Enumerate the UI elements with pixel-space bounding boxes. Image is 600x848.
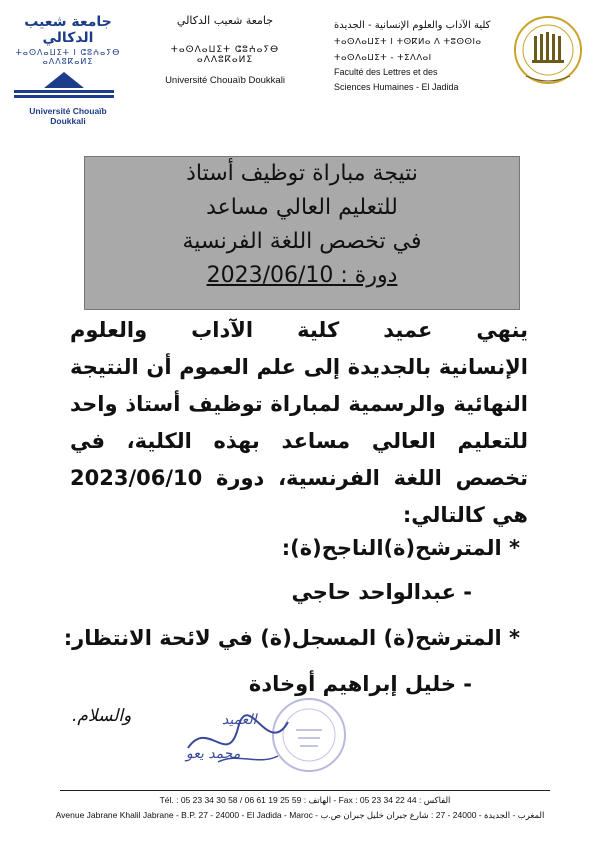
footer-divider <box>60 790 550 791</box>
title-line-2: للتعليم العالي مساعد <box>206 195 398 220</box>
announcement-paragraph <box>70 312 528 534</box>
closing-greeting: والسلام. <box>72 706 132 726</box>
title-session-date: دورة : 2023/06/10 <box>206 263 398 288</box>
university-name-tifinagh: ⵜⴰⵙⴷⴰⵡⵉⵜ ⵛⵓⵄⴰⵢⴱ ⴰⴷⴷⵓⴽⴰⵍⵉ <box>170 45 280 65</box>
university-header-center <box>150 14 300 86</box>
university-name-arabic: جامعة شعيب الدكالي <box>24 14 112 46</box>
university-logo-left <box>12 14 124 126</box>
waitlist-candidate-name: - خليل إبراهيم أوخادة <box>248 672 472 696</box>
passed-candidate-name: - عبدالواحد حاجي <box>291 580 472 604</box>
faculty-name-tifinagh-1: ⵜⴰⵙⴷⴰⵡⵉⵜ ⵏ ⵜⵙⴽⵍⴰ ⴷ ⵜⵓⵙⵙⵏⴰ <box>334 37 482 47</box>
paragraph-line: الإنسانية بالجديدة إلى علم العموم أن النتيجة <box>70 355 528 379</box>
faculty-emblem-icon <box>512 14 584 92</box>
faculty-header <box>334 20 504 93</box>
paragraph-line: النهائية والرسمية لمباراة توظيف أستاذ واحد <box>70 392 528 416</box>
paragraph-line: هي كالتالي: <box>402 503 528 527</box>
paragraph-line: ينهي عميد كلية الآداب والعلوم <box>70 318 528 342</box>
paragraph-line: للتعليم العالي مساعد بهذه الكلية، في <box>70 429 528 453</box>
faculty-name-tifinagh-2: ⵜⴰⵙⴷⴰⵡⵉⵜ - ⵜⵉⴷⴷⴰⵏ <box>334 53 432 63</box>
university-name-tifinagh: ⵜⴰⵙⴷⴰⵡⵉⵜ ⵏ ⵛⵓⵄⴰⵢⴱ ⴰⴷⴷⵓⴽⴰⵍⵉ <box>15 48 121 66</box>
university-logo-icon <box>12 70 116 100</box>
passed-candidate-heading: * المترشح(ة)الناجح(ة): <box>281 536 520 560</box>
announcement-title-box <box>84 156 520 310</box>
footer-address: Avenue Jabrane Khalil Jabrane - B.P. 27 - 24000 - El Jadida - Maroc - المغرب - الجديدة - 24000 - 27 : شارع جبران خليل جبران ص.ب <box>55 810 545 820</box>
dean-name: محمد يعو <box>186 746 241 762</box>
faculty-name-french-2: Sciences Humaines - El Jadida <box>334 82 459 92</box>
university-name-french: Université Chouaïb Doukkali <box>165 75 285 86</box>
footer-contact: Tél. : 05 23 34 30 58 / 06 61 19 25 59 : الهاتف - Fax : 05 23 34 22 44 : الفاكس <box>159 795 451 805</box>
faculty-name-arabic: كلية الآداب والعلوم الإنسانية - الجديدة <box>334 20 491 31</box>
university-name-french: Université Chouaïb Doukkali <box>29 106 107 126</box>
faculty-name-french-1: Faculté des Lettres et des <box>334 67 438 77</box>
university-name-arabic: جامعة شعيب الدكالي <box>176 14 274 27</box>
dean-title: العميد <box>222 712 257 728</box>
waitlist-heading: * المترشح(ة) المسجل(ة) في لائحة الانتظار: <box>63 626 520 650</box>
title-line-1: نتيجة مباراة توظيف أستاذ <box>186 161 418 186</box>
paragraph-line: تخصص اللغة الفرنسية، دورة 2023/06/10 <box>70 466 528 490</box>
title-line-3: في تخصص اللغة الفرنسية <box>182 229 422 254</box>
